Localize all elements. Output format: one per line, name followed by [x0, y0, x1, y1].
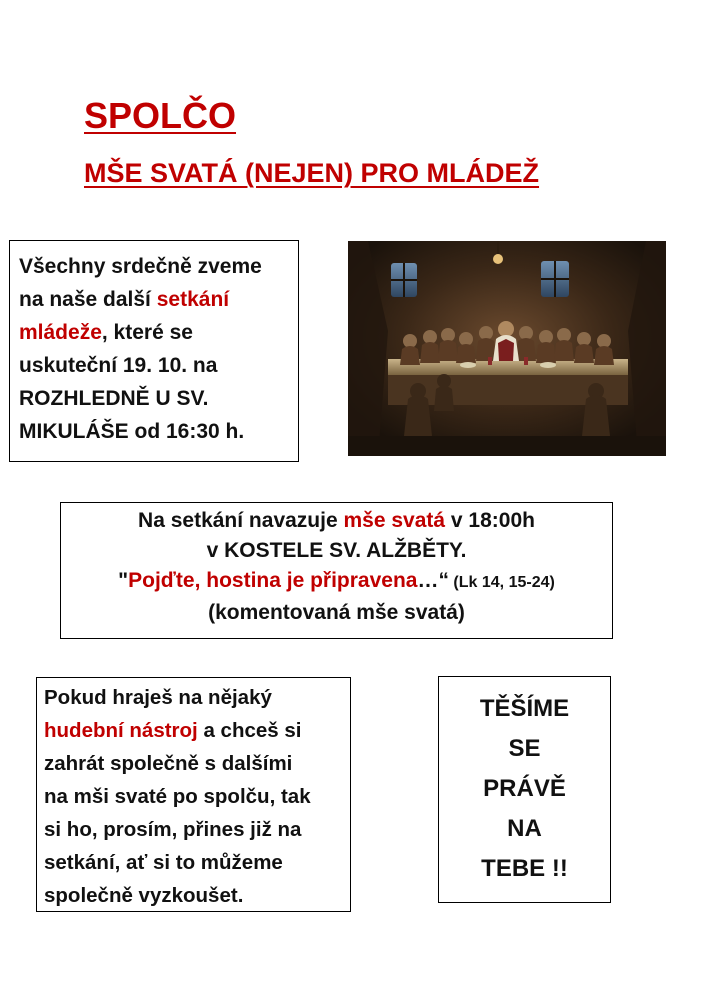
music-line-7: společně vyzkoušet. — [44, 884, 244, 907]
invite-line-4: uskuteční 19. 10. na — [19, 354, 218, 377]
last-supper-painting-icon — [348, 241, 666, 456]
music-line-3: zahrát společně s dalšími — [44, 752, 293, 775]
invite-line-5: ROZHLEDNĚ U SV. — [19, 387, 209, 410]
see-you-line-1: TĚŠÍME — [479, 695, 570, 722]
invite-line-2 — [19, 283, 290, 316]
invite-line-1: Všechny srdečně zveme — [19, 255, 262, 278]
see-you-line-5: TEBE !! — [481, 855, 568, 882]
quote-close: …“ — [417, 569, 449, 592]
invite-line-6: MIKULÁŠE od 16:30 h. — [19, 420, 245, 443]
highlight-holy-mass: mše svatá — [343, 509, 446, 532]
music-line-6: setkání, ať si to můžeme — [44, 851, 283, 874]
music-text: a chceš si — [197, 719, 302, 742]
invite-text: , které se — [101, 321, 193, 344]
see-you-box — [438, 676, 611, 903]
mass-time: v 18:00h — [445, 509, 535, 532]
music-line-1: Pokud hraješ na nějaký — [44, 686, 272, 709]
page-subtitle: MŠE SVATÁ (NEJEN) PRO MLÁDEŽ — [84, 158, 540, 188]
see-you-line-4: NA — [507, 815, 542, 842]
mass-info-box — [60, 502, 613, 639]
mass-line-2: v KOSTELE SV. ALŽBĚTY. — [206, 539, 467, 562]
music-box — [36, 677, 351, 912]
highlight-youth: mládeže — [19, 321, 102, 344]
last-supper-image — [348, 241, 666, 456]
quote-open: " — [118, 569, 129, 592]
highlight-quote: Pojďte, hostina je připravena — [128, 569, 418, 592]
bible-reference: (Lk 14, 15-24) — [448, 574, 555, 591]
mass-line-3 — [61, 566, 612, 598]
invite-line-3 — [19, 316, 290, 349]
mass-line-1 — [61, 506, 612, 536]
mass-line-4: (komentovaná mše svatá) — [208, 601, 465, 624]
music-line-4: na mši svaté po spolču, tak — [44, 785, 311, 808]
music-line-2 — [44, 714, 342, 747]
see-you-line-3: PRÁVĚ — [483, 775, 566, 802]
highlight-meeting: setkání — [156, 288, 230, 311]
music-line-5: si ho, prosím, přines již na — [44, 818, 302, 841]
page-title: SPOLČO — [84, 95, 237, 136]
mass-text: Na setkání navazuje — [138, 509, 344, 532]
highlight-instrument: hudební nástroj — [44, 719, 198, 742]
see-you-line-2: SE — [508, 735, 541, 762]
invitation-box — [9, 240, 299, 462]
invite-text: na naše další — [19, 288, 157, 311]
